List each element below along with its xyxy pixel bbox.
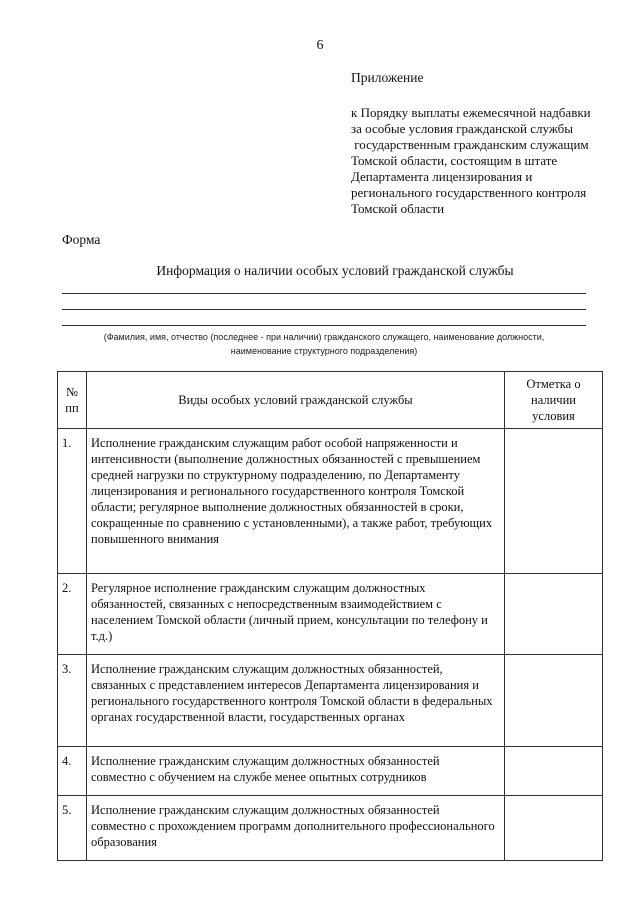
table-row bbox=[58, 574, 603, 655]
caption-line-1: (Фамилия, имя, отчество (последнее - при наличии) гражданского служащего, наименование должности, bbox=[103, 332, 545, 342]
header-mark: Отметка о наличии условия bbox=[505, 372, 603, 429]
header-conditions: Виды особых условий гражданской службы bbox=[87, 372, 505, 429]
table-row bbox=[58, 429, 603, 574]
appendix-reference bbox=[351, 105, 621, 217]
appendix-line: Департамента лицензирования и bbox=[351, 169, 533, 184]
appendix-line: Томской области, состоящим в штате bbox=[351, 153, 558, 168]
form-label: Форма bbox=[62, 232, 101, 247]
condition-text: Исполнение гражданским служащим должностных обязанностей совместно с обучением на службе менее опытных сотрудников bbox=[87, 747, 505, 796]
row-number: 2. bbox=[58, 574, 87, 655]
appendix-line: к Порядку выплаты ежемесячной надбавки bbox=[351, 105, 591, 120]
appendix-line: регионального государственного контроля bbox=[351, 185, 587, 200]
mark-cell[interactable] bbox=[505, 796, 603, 861]
row-number: 1. bbox=[58, 429, 87, 574]
fill-in-line-1[interactable] bbox=[62, 293, 586, 294]
fill-in-caption bbox=[62, 330, 586, 358]
row-number: 3. bbox=[58, 655, 87, 747]
row-number: 5. bbox=[58, 796, 87, 861]
table-row bbox=[58, 747, 603, 796]
table-row bbox=[58, 796, 603, 861]
mark-cell[interactable] bbox=[505, 429, 603, 574]
fill-in-line-3[interactable] bbox=[62, 325, 586, 326]
caption-line-2: наименование структурного подразделения) bbox=[230, 346, 418, 356]
mark-cell[interactable] bbox=[505, 747, 603, 796]
condition-text: Регулярное исполнение гражданским служащим должностных обязанностей, связанных с непосредственным взаимодействием с населением Томской области (личный прием, консультации по телефону и т.д.) bbox=[87, 574, 505, 655]
condition-text: Исполнение гражданским служащим должностных обязанностей, связанных с представлением интересов Департамента лицензирования и регионального государственного контроля Томской области в федеральных органах государственной власти, государственных органах bbox=[87, 655, 505, 747]
appendix-title: Приложение bbox=[351, 70, 424, 85]
appendix-line: государственным гражданским служащим bbox=[351, 137, 589, 152]
row-number: 4. bbox=[58, 747, 87, 796]
condition-text: Исполнение гражданским служащим работ особой напряженности и интенсивности (выполнение должностных обязанностей с превышением средней нагрузки по структурному подразделению, по Департаменту лицензирования и регионального государственного контроля Томской области; регулярное выполнение должностных обязанностей в сроки, сокращенные по сравнению с установленными), а также работ, требующих повышенного внимания bbox=[87, 429, 505, 574]
condition-text: Исполнение гражданским служащим должностных обязанностей совместно с прохождением программ дополнительного профессионального образования bbox=[87, 796, 505, 861]
conditions-table bbox=[57, 371, 603, 861]
appendix-line: Томской области bbox=[351, 201, 445, 216]
table-header-row bbox=[58, 372, 603, 429]
header-number: № пп bbox=[58, 372, 87, 429]
document-title: Информация о наличии особых условий гражданской службы bbox=[156, 263, 514, 278]
appendix-line: за особые условия гражданской службы bbox=[351, 121, 574, 136]
table-row bbox=[58, 655, 603, 747]
page-number: 6 bbox=[316, 38, 324, 53]
mark-cell[interactable] bbox=[505, 655, 603, 747]
fill-in-line-2[interactable] bbox=[62, 309, 586, 310]
mark-cell[interactable] bbox=[505, 574, 603, 655]
